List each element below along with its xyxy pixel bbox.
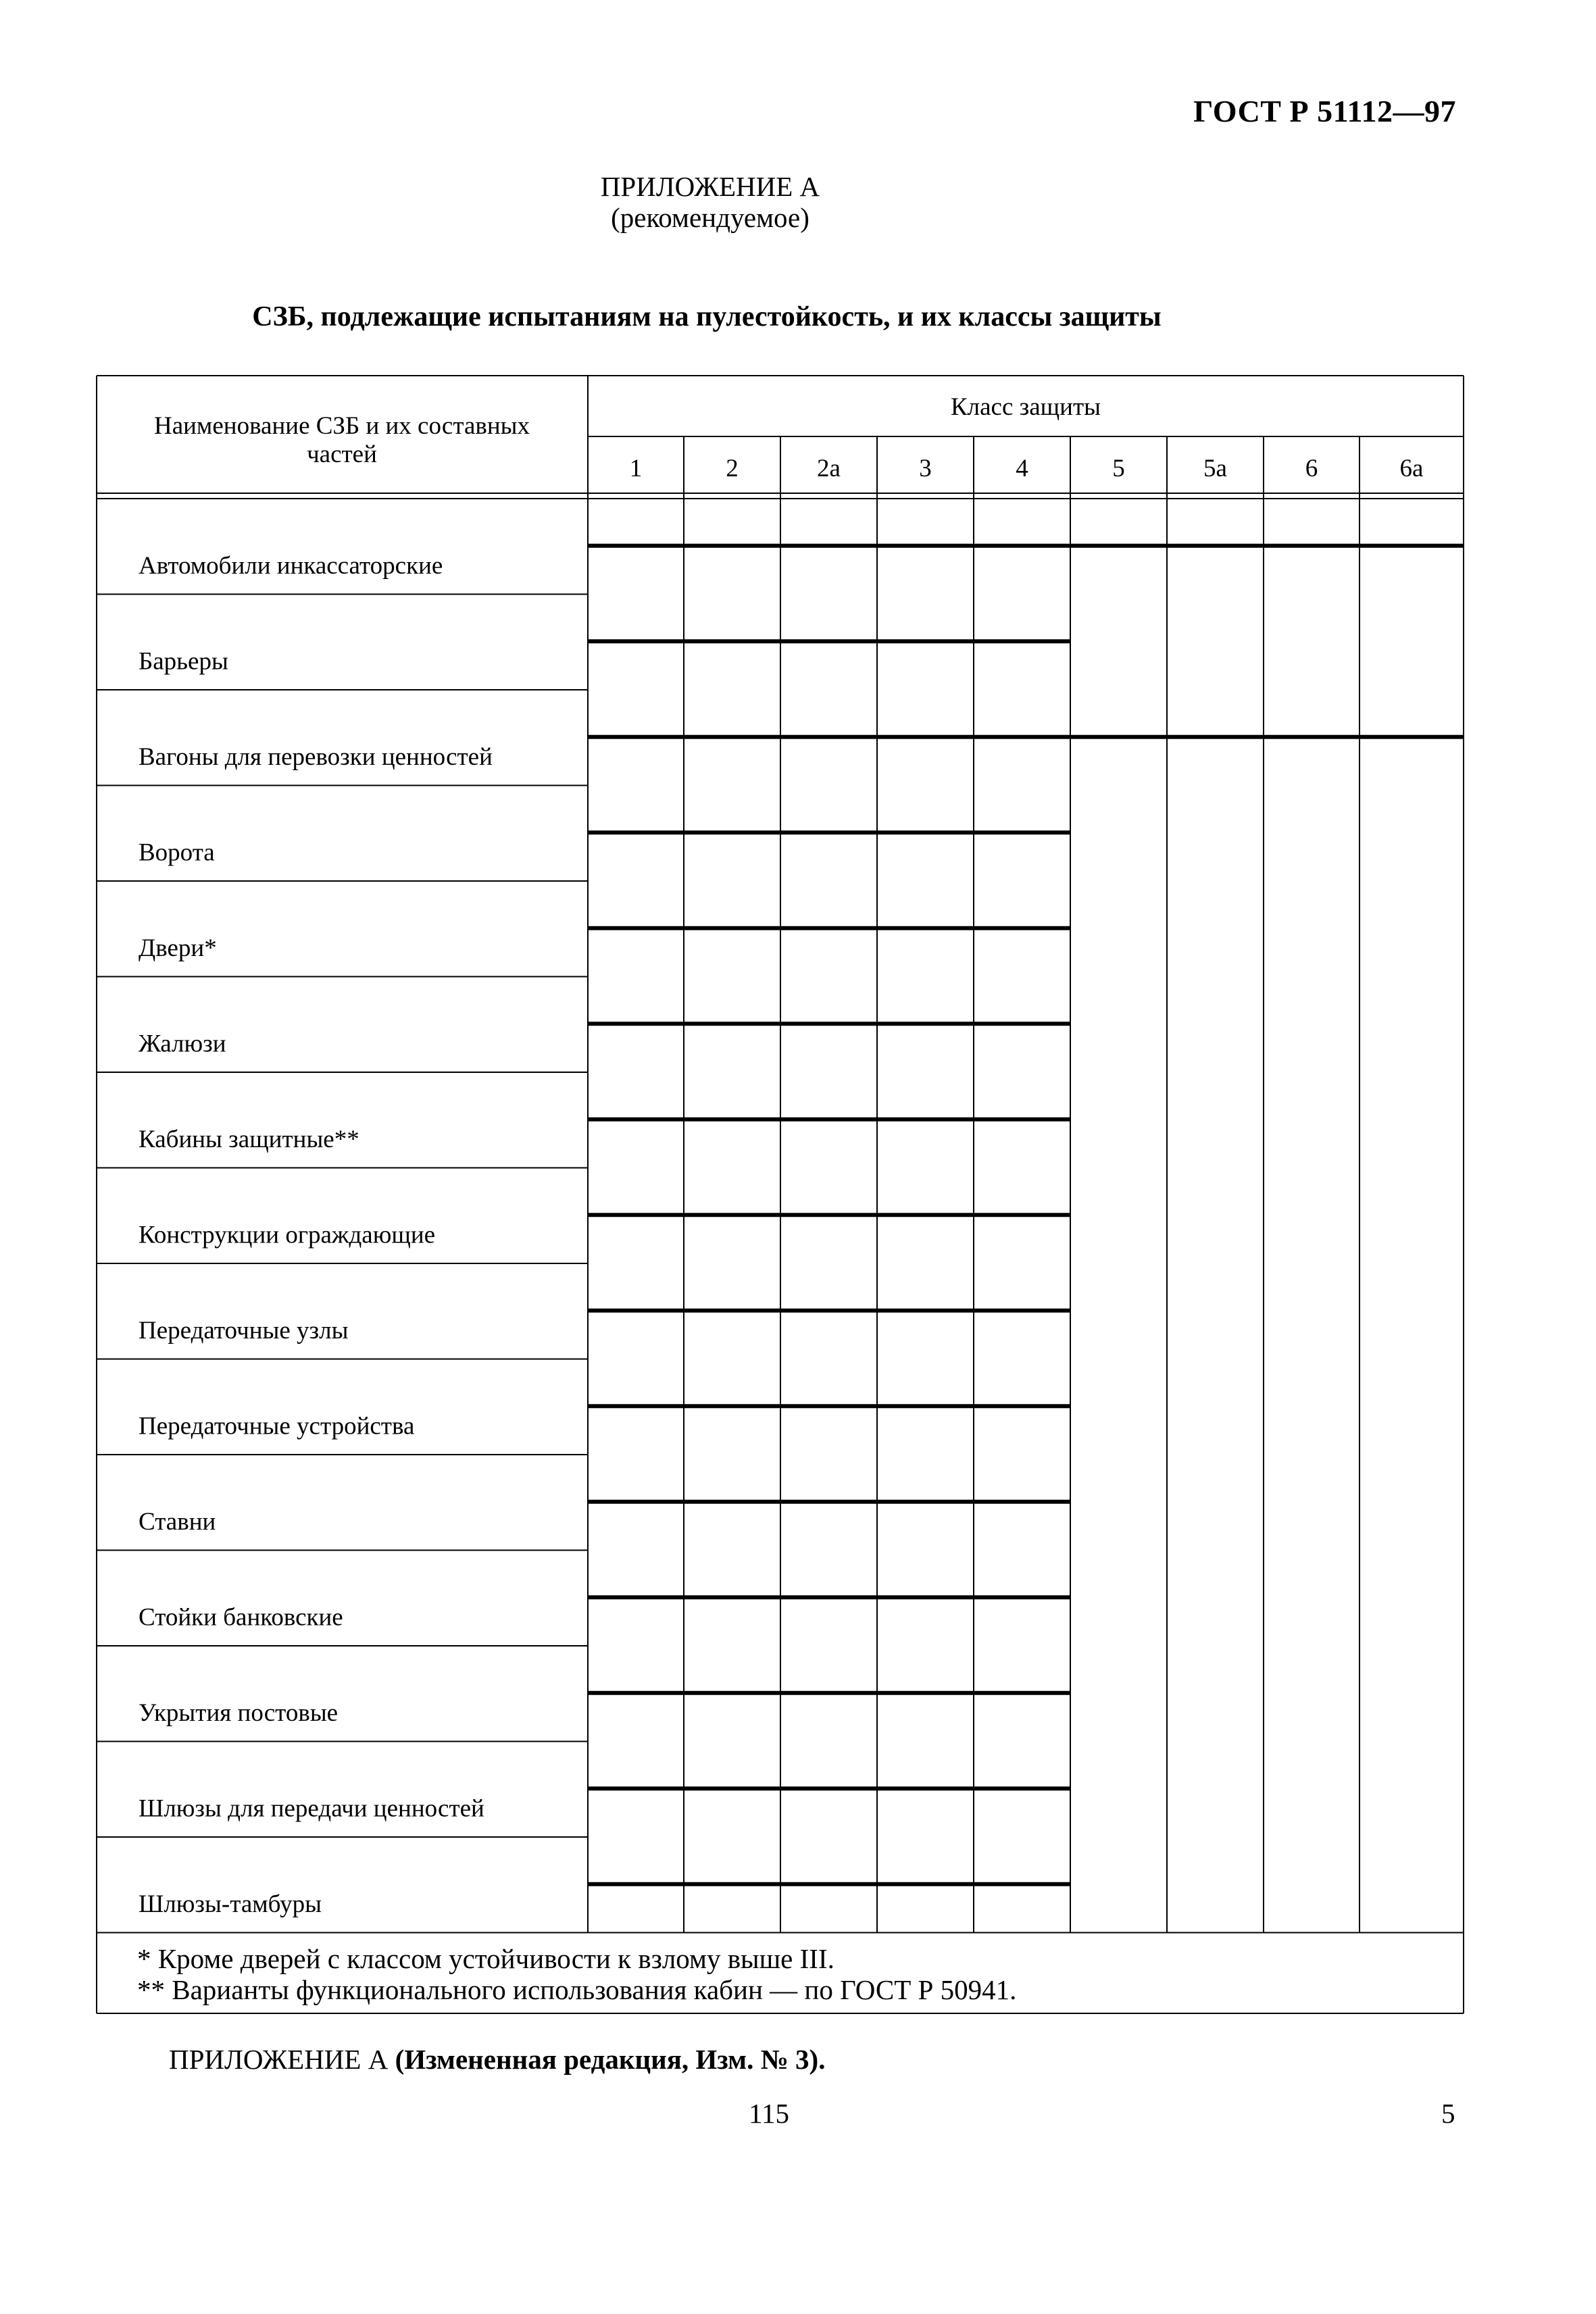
class-header: Класс защиты (950, 393, 1101, 421)
class-label-6а: 6а (1399, 455, 1424, 482)
appendix-subtitle: (рекомендуемое) (611, 202, 809, 233)
row-label-13: Укрытия постовые (139, 1699, 339, 1727)
row-label-15: Шлюзы-тамбуры (139, 1890, 322, 1918)
edition-note (169, 2043, 825, 2076)
row-label-4: Ворота (139, 838, 215, 867)
class-label-2: 2 (726, 455, 739, 482)
edition-note-prefix: ПРИЛОЖЕНИЕ А (169, 2044, 395, 2075)
row-label-2: Барьеры (139, 647, 228, 676)
table-title: СЗБ, подлежащие испытаниям на пулестойкость, и их классы защиты (252, 301, 1162, 332)
page-number: 115 (749, 2098, 789, 2129)
class-label-3: 3 (919, 455, 932, 482)
footnote-cabins: ** Варианты функционального использования кабин — по ГОСТ Р 50941. (137, 1974, 1017, 2005)
row-label-12: Стойки банковские (139, 1603, 343, 1632)
class-label-4: 4 (1016, 455, 1028, 482)
row-label-5: Двери* (139, 934, 217, 962)
row-label-10: Передаточные устройства (139, 1412, 415, 1440)
class-label-5а: 5а (1203, 455, 1227, 482)
page-number-right: 5 (1441, 2098, 1455, 2129)
row-label-14: Шлюзы для передачи ценностей (139, 1794, 484, 1823)
edition-note-bold: (Измененная редакция, Изм. № 3). (395, 2044, 826, 2075)
name-column-header-line1: Наименование СЗБ и их составных (153, 412, 530, 440)
row-label-7: Кабины защитные** (139, 1125, 359, 1153)
class-label-6: 6 (1305, 455, 1318, 482)
row-label-6: Жалюзи (139, 1030, 226, 1058)
appendix-title: ПРИЛОЖЕНИЕ А (600, 171, 820, 202)
class-label-1: 1 (629, 455, 643, 482)
footnote-doors: * Кроме дверей с классом устойчивости к взлому выше III. (137, 1943, 834, 1974)
class-label-2а: 2а (817, 455, 841, 482)
row-label-3: Вагоны для перевозки ценностей (139, 743, 493, 771)
row-label-9: Передаточные узлы (139, 1316, 349, 1344)
row-label-11: Ставни (139, 1507, 216, 1536)
name-column-header-line2: частей (307, 441, 377, 468)
class-label-5: 5 (1112, 455, 1125, 482)
row-label-1: Автомобили инкассаторские (139, 551, 443, 580)
row-label-8: Конструкции ограждающие (139, 1221, 436, 1249)
standard-number: ГОСТ Р 51112—97 (1193, 94, 1456, 128)
